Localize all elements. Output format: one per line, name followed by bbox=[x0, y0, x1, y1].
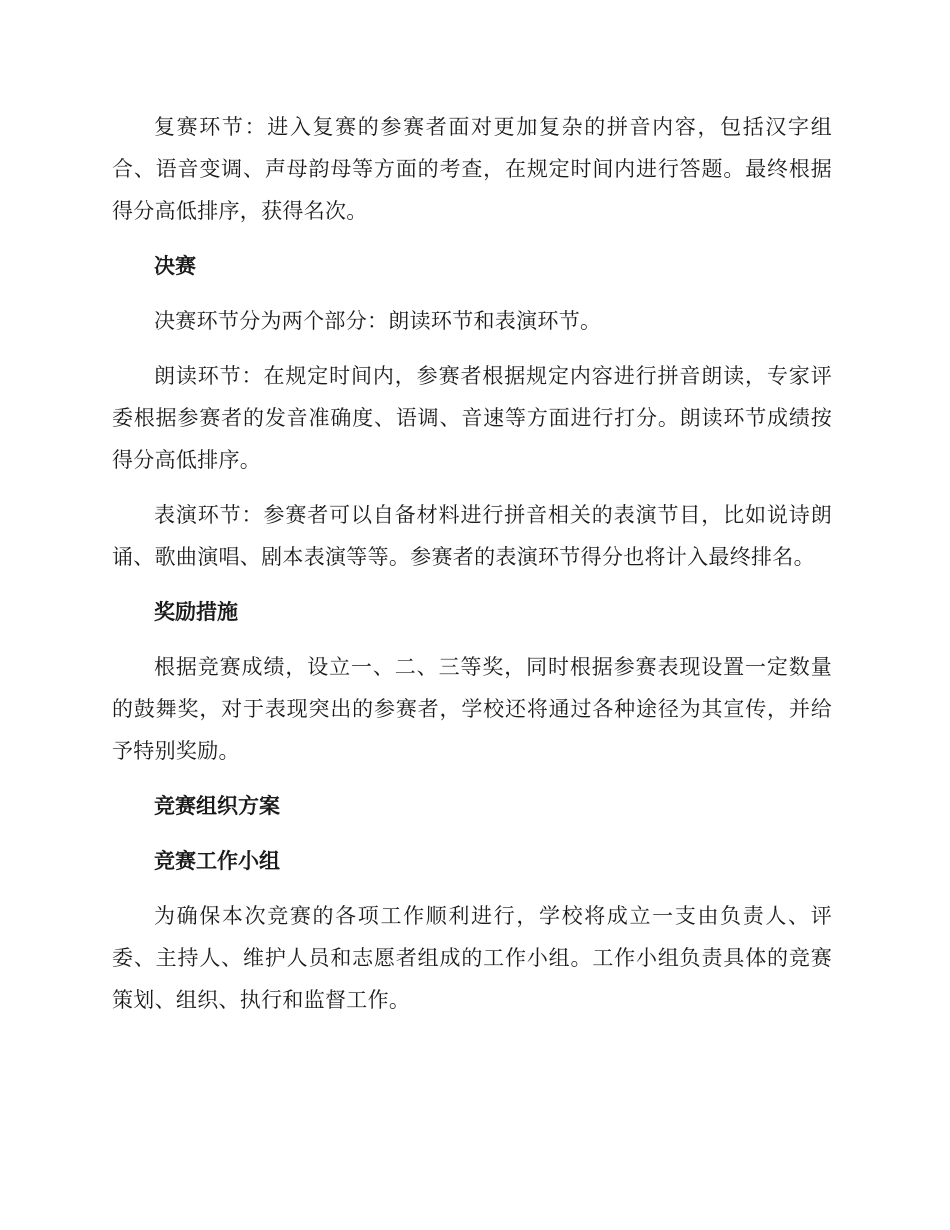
paragraph-reading: 朗读环节：在规定时间内，参赛者根据规定内容进行拼音朗读，专家评委根据参赛者的发音准确度、语调、音速等方面进行打分。朗读环节成绩按得分高低排序。 bbox=[112, 364, 832, 472]
paragraph-final-overview: 决赛环节分为两个部分：朗读环节和表演环节。 bbox=[154, 309, 602, 333]
paragraph-working-group: 为确保本次竞赛的各项工作顺利进行，学校将成立一支由负责人、评委、主持人、维护人员和志愿者组成的工作小组。工作小组负责具体的竞赛策划、组织、执行和监督工作。 bbox=[112, 904, 832, 1012]
document-page bbox=[112, 106, 832, 1034]
heading-organization-plan: 竞赛组织方案 bbox=[154, 794, 280, 818]
heading-awards: 奖励措施 bbox=[154, 600, 238, 624]
paragraph-performance: 表演环节：参赛者可以自备材料进行拼音相关的表演节目，比如说诗朗诵、歌曲演唱、剧本表演等等。参赛者的表演环节得分也将计入最终排名。 bbox=[112, 503, 832, 569]
heading-final: 决赛 bbox=[154, 254, 196, 278]
heading-working-group: 竞赛工作小组 bbox=[154, 849, 280, 873]
paragraph-awards: 根据竞赛成绩，设立一、二、三等奖，同时根据参赛表现设置一定数量的鼓舞奖，对于表现突出的参赛者，学校还将通过各种途径为其宣传，并给予特别奖励。 bbox=[112, 655, 832, 763]
paragraph-semifinal: 复赛环节：进入复赛的参赛者面对更加复杂的拼音内容，包括汉字组合、语音变调、声母韵母等方面的考查，在规定时间内进行答题。最终根据得分高低排序，获得名次。 bbox=[112, 115, 832, 223]
